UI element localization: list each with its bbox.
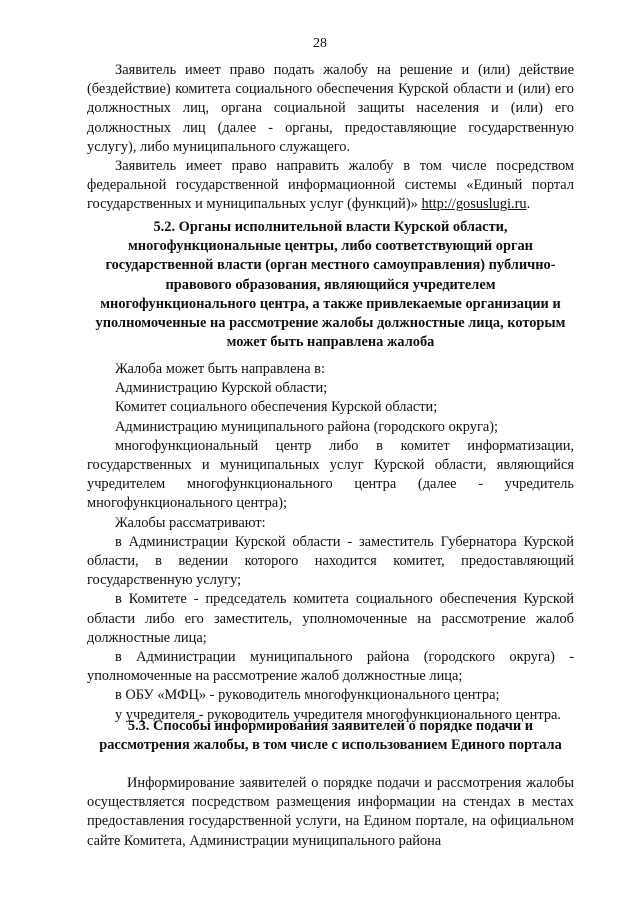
section-5-3-heading: 5.3. Способы информирования заявителей о порядке подачи и рассмотрения жалобы, в том числе с использованием Единого портала bbox=[99, 718, 562, 754]
paragraph-complaint-right: Заявитель имеет право подать жалобу на решение и (или) действие (бездействие) комитета социального обеспечения Курской области и (или) его должностных лиц, органа социальной защиты населения и (или) его должностных лиц (далее - органы, предоставляющие государственную услугу), либо муниципального служащего. bbox=[87, 62, 574, 155]
paragraph-complaint-portal bbox=[87, 157, 574, 215]
intro-block bbox=[87, 61, 574, 215]
section-5-2-body bbox=[87, 360, 574, 725]
paragraph-committee: Комитет социального обеспечения Курской области; bbox=[115, 399, 438, 416]
portal-text-end: . bbox=[526, 196, 531, 213]
gosuslugi-link[interactable]: http://gosuslugi.ru bbox=[421, 196, 527, 213]
section-5-3-body bbox=[87, 774, 574, 851]
portal-text: Заявитель имеет право направить жалобу в том числе посредством федеральной государственной информационной системы «Единый портал государственных и муниципальных услуг (функций)» bbox=[87, 158, 574, 213]
paragraph-admin-district: Администрацию муниципального района (городского округа); bbox=[115, 418, 499, 435]
paragraph-mfc: многофункциональный центр либо в комитет информатизации, государственных и муниципальных услуг Курской области, являющийся учредителем многофункционального центра (далее - учредитель многофункционального центра); bbox=[87, 437, 574, 512]
paragraph-district-officials: в Администрации муниципального района (городского округа) - уполномоченные на рассмотрение жалоб должностные лица; bbox=[87, 649, 574, 685]
paragraph-reviewed-by: Жалобы рассматривают: bbox=[115, 514, 266, 531]
paragraph-admin-deputy: в Администрации Курской области - заместитель Губернатора Курской области, в ведении которого находится комитет, предоставляющий государственную услугу; bbox=[87, 533, 574, 589]
paragraph-informing: Информирование заявителей о порядке подачи и рассмотрения жалобы осуществляется посредством размещения информации на стендах в местах предоставления государственной услуги, на Едином портале, на официальном сайте Комитета, Администрации муниципального района bbox=[87, 775, 574, 849]
paragraph-founder: у учредителя - руководитель учредителя многофункционального центра. bbox=[115, 706, 562, 723]
section-5-2-heading: 5.2. Органы исполнительной власти Курской области, многофункциональные центры, либо соответствующий орган государственной власти (орган местного самоуправления) публично-правового образования, являющийся учредителем многофункционального центра, а также привлекаемые организации и уполномоченные на рассмотрение жалобы должностные лица, которым может быть направлена жалоба bbox=[95, 219, 566, 351]
paragraph-admin-region: Администрацию Курской области; bbox=[115, 380, 328, 397]
page-number: 28 bbox=[313, 36, 327, 51]
paragraph-sent-to: Жалоба может быть направлена в: bbox=[115, 361, 325, 377]
paragraph-committee-chair: в Комитете - председатель комитета социального обеспечения Курской области либо его заместитель, уполномоченные на рассмотрение жалоб должностные лица; bbox=[87, 591, 574, 646]
paragraph-obu-mfc: в ОБУ «МФЦ» - руководитель многофункционального центра; bbox=[115, 687, 500, 704]
